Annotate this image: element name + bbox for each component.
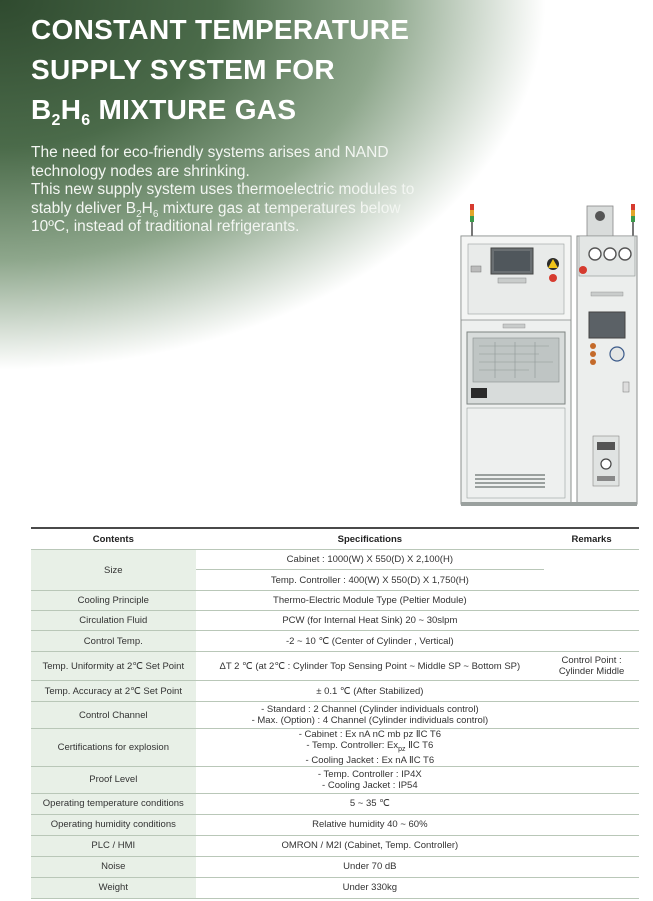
row-spec-size-controller: Temp. Controller : 400(W) X 550(D) X 1,750(H) (196, 570, 545, 591)
table-row (31, 766, 639, 793)
title-line-1: CONSTANT TEMPERATURE (31, 14, 410, 45)
page-title (31, 10, 409, 130)
row-spec-plc: OMRON / M2I (Cabinet, Temp. Controller) (196, 835, 545, 856)
title-line-3: $B_2H_6$ MIXTURE GAS (31, 94, 297, 129)
header-specifications: Specifications (196, 528, 545, 550)
table-row (31, 729, 639, 767)
table-row (31, 877, 639, 898)
row-label-proof: Proof Level (31, 766, 196, 793)
table-row (31, 835, 639, 856)
table-row (31, 681, 639, 702)
table-row (31, 550, 639, 570)
row-label-op-temp: Operating temperature conditions (31, 793, 196, 814)
description (31, 144, 441, 237)
table-row (31, 856, 639, 877)
row-spec-proof: - Temp. Controller : IP4X - Cooling Jacket : IP54 (196, 766, 545, 793)
description-line-1: The need for eco-friendly systems arises and NAND technology nodes are shrinking. (31, 144, 389, 180)
row-label-plc: PLC / HMI (31, 835, 196, 856)
table-row (31, 631, 639, 652)
table-row (31, 591, 639, 611)
specification-table (31, 527, 639, 899)
row-spec-uniformity: ΔT 2 ℃ (at 2℃ : Cylinder Top Sensing Point ~ Middle SP ~ Bottom SP) (196, 652, 545, 681)
row-spec-cert: - Cabinet : Ex nA nC mb pz ⅡC T6 - Temp. Controller: $Ex_{pz}$ ⅡC T6 - Cooling Jacket : Ex nA ⅡC T6 (196, 729, 545, 767)
row-label-noise: Noise (31, 856, 196, 877)
row-spec-weight: Under 330kg (196, 877, 545, 898)
table-row (31, 793, 639, 814)
row-spec-channel: - Standard : 2 Channel (Cylinder individuals control) - Max. (Option) : 4 Channel (Cylinder individuals control) (196, 702, 545, 729)
table-row (31, 611, 639, 631)
row-label-weight: Weight (31, 877, 196, 898)
table-row (31, 652, 639, 681)
row-label-control-temp: Control Temp. (31, 631, 196, 652)
row-label-op-humidity: Operating humidity conditions (31, 814, 196, 835)
row-remark-size (544, 550, 639, 591)
row-spec-op-temp: 5 ~ 35 ℃ (196, 793, 545, 814)
row-spec-op-humidity: Relative humidity 40 ~ 60% (196, 814, 545, 835)
row-spec-size-cabinet: Cabinet : 1000(W) X 550(D) X 2,100(H) (196, 550, 545, 570)
description-line-2: This new supply system uses thermoelectric modules to stably deliver $B_2H_6$ mixture gas at temperatures below 10ºC, instead of traditional refrigerants. (31, 181, 415, 235)
table-header-row (31, 528, 639, 550)
row-spec-cooling: Thermo-Electric Module Type (Peltier Module) (196, 591, 545, 611)
row-label-uniformity: Temp. Uniformity at 2℃ Set Point (31, 652, 196, 681)
row-spec-control-temp: -2 ~ 10 ℃ (Center of Cylinder , Vertical) (196, 631, 545, 652)
row-label-cert: Certifications for explosion (31, 729, 196, 767)
row-label-channel: Control Channel (31, 702, 196, 729)
row-spec-noise: Under 70 dB (196, 856, 545, 877)
table-row (31, 814, 639, 835)
table-row (31, 702, 639, 729)
row-label-accuracy: Temp. Accuracy at 2℃ Set Point (31, 681, 196, 702)
row-label-cooling: Cooling Principle (31, 591, 196, 611)
header-remarks: Remarks (544, 528, 639, 550)
gas-supply-cabinet-illustration (455, 196, 645, 511)
title-line-2: SUPPLY SYSTEM FOR (31, 54, 335, 85)
row-spec-accuracy: ± 0.1 ℃ (After Stabilized) (196, 681, 545, 702)
row-spec-fluid: PCW (for Internal Heat Sink) 20 ~ 30slpm (196, 611, 545, 631)
row-label-fluid: Circulation Fluid (31, 611, 196, 631)
header-contents: Contents (31, 528, 196, 550)
row-label-size: Size (31, 550, 196, 591)
row-remark-uniformity: Control Point : Cylinder Middle (544, 652, 639, 681)
